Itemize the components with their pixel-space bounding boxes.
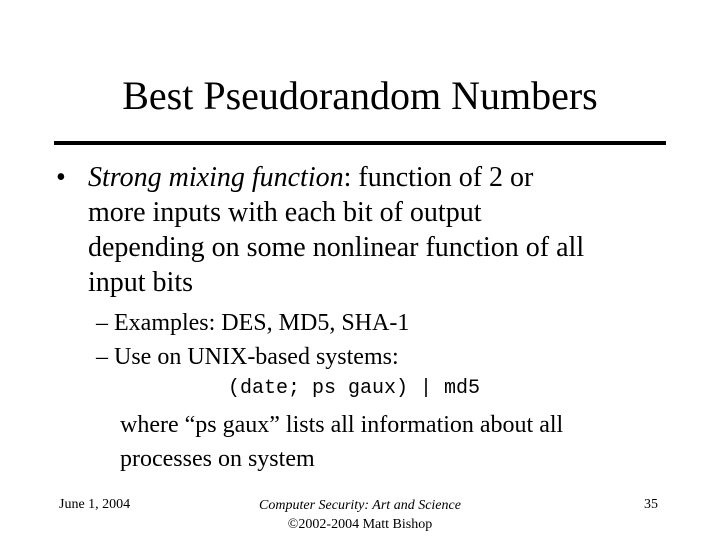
bullet-line-4: input bits <box>88 267 194 298</box>
footer-page-number: 35 <box>644 497 658 512</box>
bullet-first-line <box>56 160 676 195</box>
sub-item-examples: – Examples: DES, MD5, SHA-1 <box>96 310 410 336</box>
where-line-1: where “ps gaux” lists all information about all <box>120 412 564 438</box>
footer-course <box>200 496 520 534</box>
slide-title: Best Pseudorandom Numbers <box>122 73 598 118</box>
where-line-2: processes on system <box>120 446 315 472</box>
where-explanation <box>120 408 700 476</box>
sub-bullet-list <box>96 306 676 374</box>
bullet-line-2: more inputs with each bit of output <box>88 197 482 228</box>
bullet-term: Strong mixing function <box>88 162 344 193</box>
bullet-marker: • <box>56 162 66 193</box>
bullet-line-3: depending on some nonlinear function of all <box>88 232 585 263</box>
bullet-line1-text: : function of 2 or <box>343 162 534 193</box>
main-bullet <box>56 160 676 300</box>
footer-course-title: Computer Security: Art and Science <box>259 498 461 513</box>
title-divider <box>54 141 666 145</box>
command-example: (date; ps gaux) | md5 <box>228 377 481 400</box>
footer-copyright: ©2002-2004 Matt Bishop <box>287 517 433 532</box>
footer-date: June 1, 2004 <box>59 497 131 512</box>
sub-item-unix: – Use on UNIX-based systems: <box>96 344 399 370</box>
